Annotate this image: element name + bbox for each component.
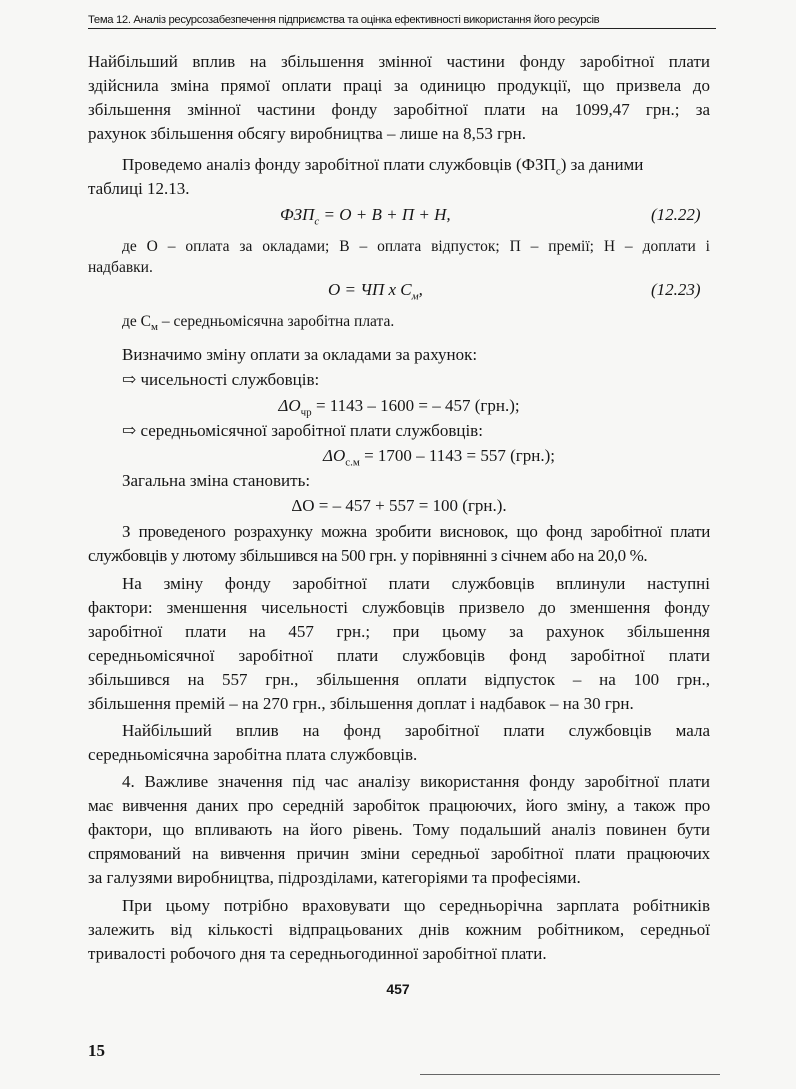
text-fragment: = 1143 – 1600 = – 457 (грн.); (311, 396, 520, 415)
text-fragment: ) за даними (560, 155, 644, 174)
text-fragment: – середньомісячна заробітна плата. (157, 313, 395, 330)
bottom-rule (420, 1074, 720, 1075)
text-line: середньомісячна заробітна плата службовців. (88, 745, 418, 764)
subscript: с (314, 215, 320, 228)
calc-line: ΔО = – 457 + 557 = 100 (грн.). (291, 496, 507, 515)
text-line: При цьому потрібно враховувати що середньорічна зарплата робітників (122, 896, 710, 915)
text-line: залежить від кількості відпрацьованих днів кожним робітником, середньої (88, 920, 710, 939)
formula-text: , (418, 280, 423, 299)
text-line: На зміну фонду заробітної плати службовців вплинули наступні (122, 574, 710, 593)
formula-text: ФЗП (280, 205, 315, 224)
text-line: фактори: зменшення чисельності службовців призвело до зменшення фонду (88, 598, 710, 617)
subscript: м (411, 290, 419, 303)
running-header: Тема 12. Аналіз ресурсозабезпечення підприємства та оцінка ефективності використання його ресурсів (88, 14, 716, 29)
text-line: 4. Важливе значення під час аналізу використання фонду заробітної плати (122, 772, 710, 791)
text-line: Загальна зміна становить: (122, 471, 311, 490)
text-line: Найбільший вплив на збільшення змінної частини фонду заробітної плати (88, 52, 710, 71)
text-line: збільшення змінної частини фонду заробітної плати на 1099,47 грн.; за (88, 100, 710, 119)
formula-number: (12.23) (651, 280, 701, 299)
text-line: заробітної плати на 457 грн.; при цьому за рахунок збільшення (88, 622, 710, 641)
text-line: Визначимо зміну оплати за окладами за рахунок: (122, 345, 478, 364)
text-line: фактори, що впливають на його рівень. Тому подальший аналіз повинен бути (88, 820, 710, 839)
margin-mark: 15 (88, 1041, 105, 1060)
text-line: тривалості робочого дня та середньогодинної заробітної плати. (88, 944, 547, 963)
text-fragment: = 1700 – 1143 = 557 (грн.); (359, 446, 556, 465)
text-line: де О – оплата за окладами; В – оплата відпусток; П – премії; Н – доплати і (122, 238, 710, 255)
text-line: має вивчення даних про середній заробіток працюючих, його зміну, а також про (88, 796, 710, 815)
text-line: З проведеного розрахунку можна зробити висновок, що фонд заробітної плати (122, 522, 710, 541)
bullet-line: ⇨ середньомісячної заробітної плати службовців: (122, 421, 483, 440)
formula-12-22 (280, 205, 451, 227)
text-line: рахунок збільшення обсягу виробництва – лише на 8,53 грн. (88, 124, 526, 143)
text-line: здійснила зміна прямої оплати праці за одиницю продукції, що призвела до (88, 76, 710, 95)
text-fragment: ΔО (278, 396, 301, 415)
formula-12-23 (328, 280, 423, 302)
text-line (122, 310, 710, 339)
text-line: службовців у лютому збільшився на 500 грн. у порівнянні з січнем або на 20,0 %. (88, 546, 648, 565)
text-line: збільшився на 557 грн., збільшення оплати відпусток – на 100 грн., (88, 670, 710, 689)
bullet-line: ⇨ чисельності службовців: (122, 370, 320, 389)
page-number: 457 (386, 981, 410, 997)
formula-text: О = ЧП х С (328, 280, 412, 299)
subscript: чр (300, 406, 312, 419)
formula-text: = О + В + П + Н, (319, 205, 451, 224)
text-fragment: ΔО (322, 446, 346, 465)
text-line: спрямований на вивчення причин зміни середньої заробітної плати працюючих (88, 844, 710, 863)
text-line: таблиці 12.13. (88, 179, 190, 198)
text-line: за галузями виробництва, підрозділами, категоріями та професіями. (88, 868, 581, 887)
text-line: Найбільший вплив на фонд заробітної плати службовців мала (122, 721, 710, 740)
formula-number: (12.22) (651, 205, 701, 224)
text-line: збільшення премій – на 270 грн., збільшення доплат і надбавок – на 30 грн. (88, 694, 634, 713)
text-fragment: де С (122, 313, 151, 330)
text-line: надбавки. (88, 259, 153, 276)
subscript: с.м (345, 456, 360, 469)
subscript: м (150, 321, 158, 334)
text-line: середньомісячної заробітної плати службовців фонд заробітної плати (88, 646, 710, 665)
subscript: с (555, 165, 561, 178)
text-fragment: Проведемо аналіз фонду заробітної плати службовців (ФЗП (122, 155, 556, 174)
